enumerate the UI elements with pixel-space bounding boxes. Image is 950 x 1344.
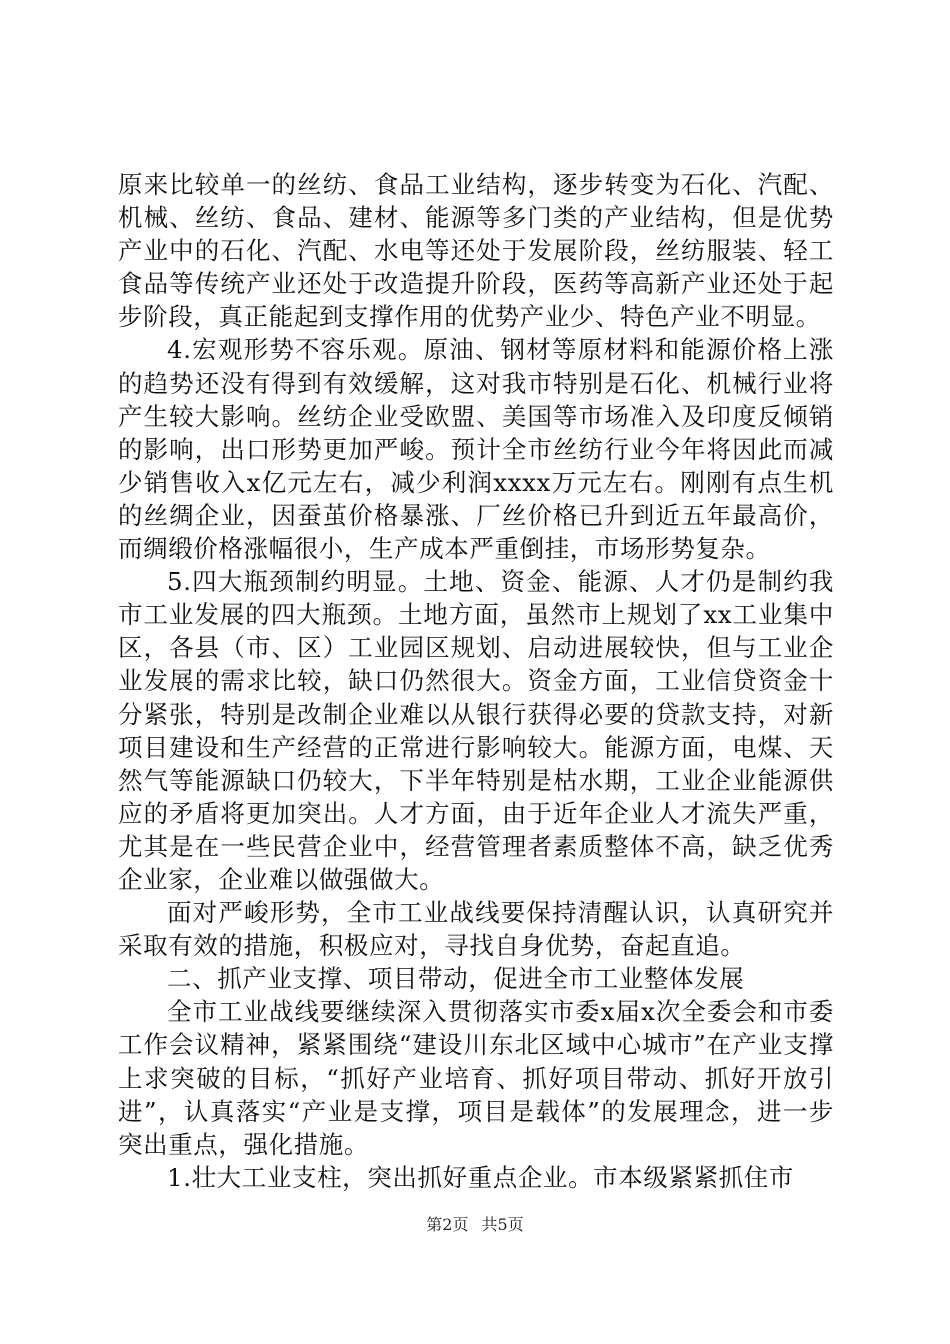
paragraph-four-bottlenecks: 5.四大瓶颈制约明显。土地、资金、能源、人才仍是制约我市工业发展的四大瓶颈。土地方面，虽然市上规划了xx工业集中区，各县（市、区）工业园区规划、启动进展较快，但与工业企业发展的需求比较，缺口仍然很大。资金方面，工业信贷资金十分紧张，特别是改制企业难以从银行获得必要的贷款支持，对新项目建设和生产经营的正常进行影响较大。能源方面，电煤、天然气等能源缺口仍较大，下半年特别是枯水期，工业企业能源供应的矛盾将更加突出。人才方面，由于近年企业人才流失严重，尤其是在一些民营企业中，经营管理者素质整体不高，缺乏优秀企业家，企业难以做强做大。 — [118, 567, 834, 894]
page-number: 第2页 — [426, 1215, 469, 1234]
section-heading-industry-support: 二、抓产业支撑、项目带动，促进全市工业整体发展 — [167, 964, 745, 994]
paragraph-industry-structure: 原来比较单一的丝纺、食品工业结构，逐步转变为石化、汽配、机械、丝纺、食品、建材、能源等多门类的产业结构，但是优势产业中的石化、汽配、水电等还处于发展阶段，丝纺服装、轻工食品等传统产业还处于改造提升阶段，医药等高新产业还处于起步阶段，真正能起到支撑作用的优势产业少、特色产业不明显。 — [118, 170, 834, 332]
paragraph-facing-situation: 面对严峻形势，全市工业战线要保持清醒认识，认真研究并采取有效的措施，积极应对，寻找自身优势，奋起直追。 — [118, 898, 834, 961]
page-footer — [0, 1212, 950, 1235]
paragraph-strengthen-pillars: 1.壮大工业支柱，突出抓好重点企业。市本级紧紧抓住市 — [167, 1162, 794, 1192]
page-total: 共5页 — [481, 1215, 524, 1234]
paragraph-macro-situation: 4.宏观形势不容乐观。原油、钢材等原材料和能源价格上涨的趋势还没有得到有效缓解，这对我市特别是石化、机械行业将产生较大影响。丝纺企业受欧盟、美国等市场准入及印度反倾销的影响，出口形势更加严峻。预计全市丝纺行业今年将因此而减少销售收入x亿元左右，减少利润xxxx万元左右。刚刚有点生机的丝绸企业，因蚕茧价格暴涨、厂丝价格已升到近五年最高价，而绸缎价格涨幅很小，生产成本严重倒挂，市场形势复杂。 — [118, 335, 834, 564]
document-body — [118, 168, 834, 1194]
paragraph-implement-spirit: 全市工业战线要继续深入贯彻落实市委x届x次全委会和市委工作会议精神，紧紧围绕“建设川东北区域中心城市”在产业支撑上求突破的目标，“抓好产业培育、抓好项目带动、抓好开放引进”，认真落实“产业是支撑，项目是载体”的发展理念，进一步突出重点，强化措施。 — [118, 997, 834, 1159]
